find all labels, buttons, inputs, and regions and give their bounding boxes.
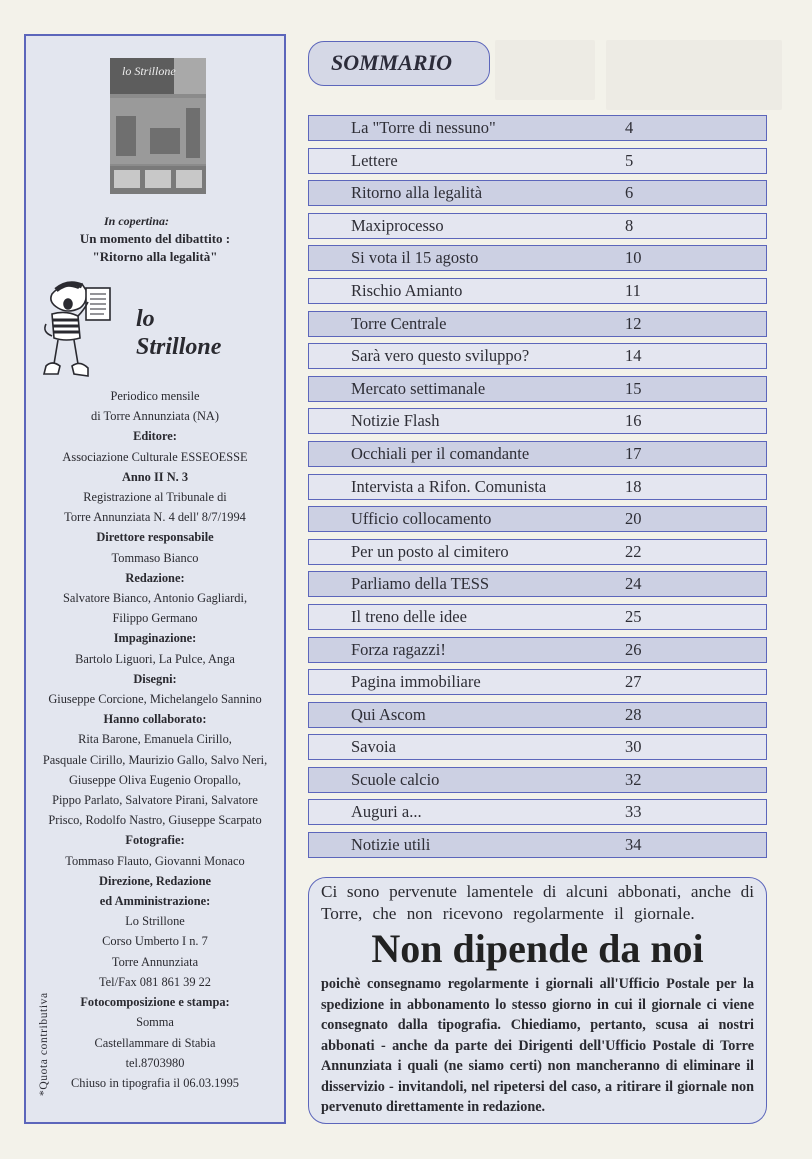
toc-entry (308, 278, 767, 304)
toc-entry (308, 539, 767, 565)
masthead-line: Rita Barone, Emanuela Cirillo, (78, 732, 232, 747)
toc-entry-page: 30 (625, 737, 642, 757)
toc-entry-title: Torre Centrale (351, 313, 447, 333)
table-of-contents (308, 115, 767, 865)
notice-headline: Non dipende da noi (371, 926, 704, 971)
toc-entry-title: Qui Ascom (351, 704, 426, 724)
masthead-heading: Disegni: (133, 671, 177, 686)
toc-entry-page: 25 (625, 606, 642, 626)
toc-entry-page: 8 (625, 215, 634, 235)
toc-entry (308, 115, 767, 141)
toc-entry (308, 180, 767, 206)
toc-entry-page: 17 (625, 443, 642, 463)
newsboy-mascot-icon (38, 280, 120, 384)
brand-line2: Strillone (136, 334, 222, 360)
toc-entry-title: Il treno delle idee (351, 606, 467, 626)
toc-entry (308, 669, 767, 695)
toc-entry-page: 26 (625, 639, 642, 659)
cover-thumbnail-title: lo Strillone (122, 64, 176, 78)
masthead-line: Corso Umberto I n. 7 (102, 934, 208, 949)
toc-entry (308, 734, 767, 760)
toc-entry-title: Ufficio collocamento (351, 509, 492, 529)
toc-entry-page: 18 (625, 476, 642, 496)
toc-entry-page: 10 (625, 248, 642, 268)
masthead-line: Somma (136, 1015, 174, 1030)
toc-entry-page: 28 (625, 704, 642, 724)
toc-entry-title: La "Torre di nessuno" (351, 118, 496, 137)
toc-entry-page: 33 (625, 802, 642, 822)
masthead-line: Pippo Parlato, Salvatore Pirani, Salvatore (52, 793, 258, 808)
masthead-heading: Fotografie: (125, 833, 185, 848)
toc-entry-title: Rischio Amianto (351, 280, 463, 300)
cover-caption-line1: Un momento del dibattito : (79, 231, 231, 246)
toc-entry-title: Forza ragazzi! (351, 639, 446, 659)
background-bleed-through (495, 40, 595, 100)
masthead-line: Lo Strillone (125, 914, 185, 929)
subscriber-notice (308, 877, 767, 1124)
masthead-line: Torre Annunziata (111, 954, 199, 969)
toc-entry-title: Lettere (351, 150, 398, 170)
toc-entry-page: 11 (625, 280, 641, 300)
cover-caption-label: In copertina: (104, 214, 170, 228)
toc-entry-title: Parliamo della TESS (351, 574, 490, 594)
toc-entry-title: Intervista a Rifon. Comunista (351, 476, 547, 496)
toc-entry-page: 22 (625, 541, 642, 561)
toc-entry-title: Occhiali per il comandante (351, 443, 530, 463)
background-bleed-through (606, 40, 782, 110)
masthead-line: Giuseppe Oliva Eugenio Oropallo, (68, 772, 242, 787)
masthead-line: Tommaso Bianco (111, 550, 199, 565)
toc-entry-page: 12 (625, 313, 642, 333)
masthead-heading: Anno II N. 3 (121, 469, 189, 484)
toc-entry-title: Mercato settimanale (351, 378, 486, 398)
masthead-line: Giuseppe Corcione, Michelangelo Sannino (48, 692, 262, 707)
masthead-credits (26, 386, 284, 1093)
notice-intro-line1: Ci sono pervenute lamentele di alcuni abbonati, anche di (321, 882, 754, 901)
toc-entry (308, 148, 767, 174)
masthead-heading: Hanno collaborato: (103, 712, 207, 727)
masthead-line: Associazione Culturale ESSEOESSE (62, 449, 248, 464)
toc-entry (308, 832, 767, 858)
toc-entry (308, 408, 767, 434)
toc-entry (308, 799, 767, 825)
notice-body: poichè consegnamo regolarmente i giornali all'Ufficio Postale per la spedizione in abbonamento lo stesso giorno in cui il giornale ci viene consegnato dalla tipografia. Chiediamo, pertanto, scusa ai nostri abbonati - anche da parte dei Dirigenti dell'Ufficio Postale di Torre Annunziata i quali (ne siamo certi) non mancheranno di eliminare il disservizio - invitandoli, nel ripetersi del caso, a ritirare il giornale non pervenuto direttamente in redazione. (321, 976, 754, 1115)
toc-entry-page: 32 (625, 769, 642, 789)
toc-entry-title: Savoia (351, 737, 396, 757)
masthead-line: Tel/Fax 081 861 39 22 (98, 974, 212, 989)
masthead-heading: Direttore responsabile (96, 530, 214, 545)
masthead-heading: Fotocomposizione e stampa: (80, 995, 230, 1010)
masthead-line: Salvatore Bianco, Antonio Gagliardi, (62, 591, 248, 606)
masthead-line: Bartolo Liguori, La Pulce, Anga (75, 651, 235, 666)
toc-entry (308, 506, 767, 532)
masthead-panel (24, 34, 286, 1124)
toc-entry-page: 5 (625, 150, 634, 170)
toc-entry (308, 571, 767, 597)
toc-entry-title: Ritorno alla legalità (351, 183, 483, 203)
toc-entry (308, 245, 767, 271)
cover-caption-line2: "Ritorno alla legalità" (92, 249, 218, 264)
toc-entry-page: 15 (625, 378, 642, 398)
notice-intro-line2: Torre, che non ricevono regolarmente il giornale. (321, 904, 695, 923)
toc-entry-title: Sarà vero questo sviluppo? (351, 346, 530, 366)
toc-entry-title: Si vota il 15 agosto (351, 248, 479, 268)
masthead-heading: ed Amministrazione: (99, 894, 211, 909)
toc-entry-page: 4 (625, 118, 634, 137)
toc-entry (308, 343, 767, 369)
masthead-line: Chiuso in tipografia il 06.03.1995 (71, 1075, 239, 1090)
toc-entry (308, 311, 767, 337)
masthead-heading: Redazione: (125, 570, 185, 585)
masthead-line: di Torre Annunziata (NA) (91, 409, 219, 424)
toc-entry (308, 441, 767, 467)
cover-thumbnail (110, 58, 206, 194)
toc-entry-title: Scuole calcio (351, 769, 440, 789)
toc-entry (308, 474, 767, 500)
quota-contributiva-note: *Quota contributiva (38, 992, 50, 1096)
toc-entry-title: Per un posto al cimitero (351, 541, 509, 561)
sommario-title: SOMMARIO (308, 41, 490, 86)
toc-entry-title: Notizie Flash (351, 411, 440, 431)
masthead-heading: Editore: (133, 429, 177, 444)
toc-entry (308, 767, 767, 793)
masthead-line: Pasquale Cirillo, Maurizio Gallo, Salvo Neri, (42, 752, 268, 767)
toc-entry-title: Pagina immobiliare (351, 672, 481, 692)
toc-entry (308, 376, 767, 402)
masthead-line: Prisco, Rodolfo Nastro, Giuseppe Scarpato (48, 813, 262, 828)
toc-entry-page: 20 (625, 509, 642, 529)
masthead-line: tel.8703980 (125, 1055, 185, 1070)
toc-entry (308, 604, 767, 630)
toc-entry (308, 637, 767, 663)
masthead-heading: Direzione, Redazione (99, 873, 211, 888)
toc-entry-title: Maxiprocesso (351, 215, 444, 235)
toc-entry (308, 702, 767, 728)
toc-entry-page: 24 (625, 574, 642, 594)
masthead-line: Registrazione al Tribunale di (83, 490, 227, 505)
toc-entry-title: Notizie utili (351, 835, 431, 855)
toc-entry-page: 6 (625, 183, 634, 203)
toc-entry-page: 14 (625, 346, 642, 366)
toc-entry (308, 213, 767, 239)
toc-entry-page: 27 (625, 672, 642, 692)
masthead-line: Periodico mensile (110, 389, 200, 403)
masthead-line: Torre Annunziata N. 4 dell' 8/7/1994 (64, 510, 246, 525)
toc-entry-page: 34 (625, 835, 642, 855)
toc-entry-title: Auguri a... (351, 802, 422, 822)
toc-entry-page: 16 (625, 411, 642, 431)
brand-line1: lo (136, 306, 155, 332)
masthead-heading: Impaginazione: (113, 631, 197, 646)
masthead-line: Filippo Germano (112, 611, 198, 626)
masthead-line: Tommaso Flauto, Giovanni Monaco (65, 853, 245, 868)
masthead-line: Castellammare di Stabia (94, 1035, 216, 1050)
